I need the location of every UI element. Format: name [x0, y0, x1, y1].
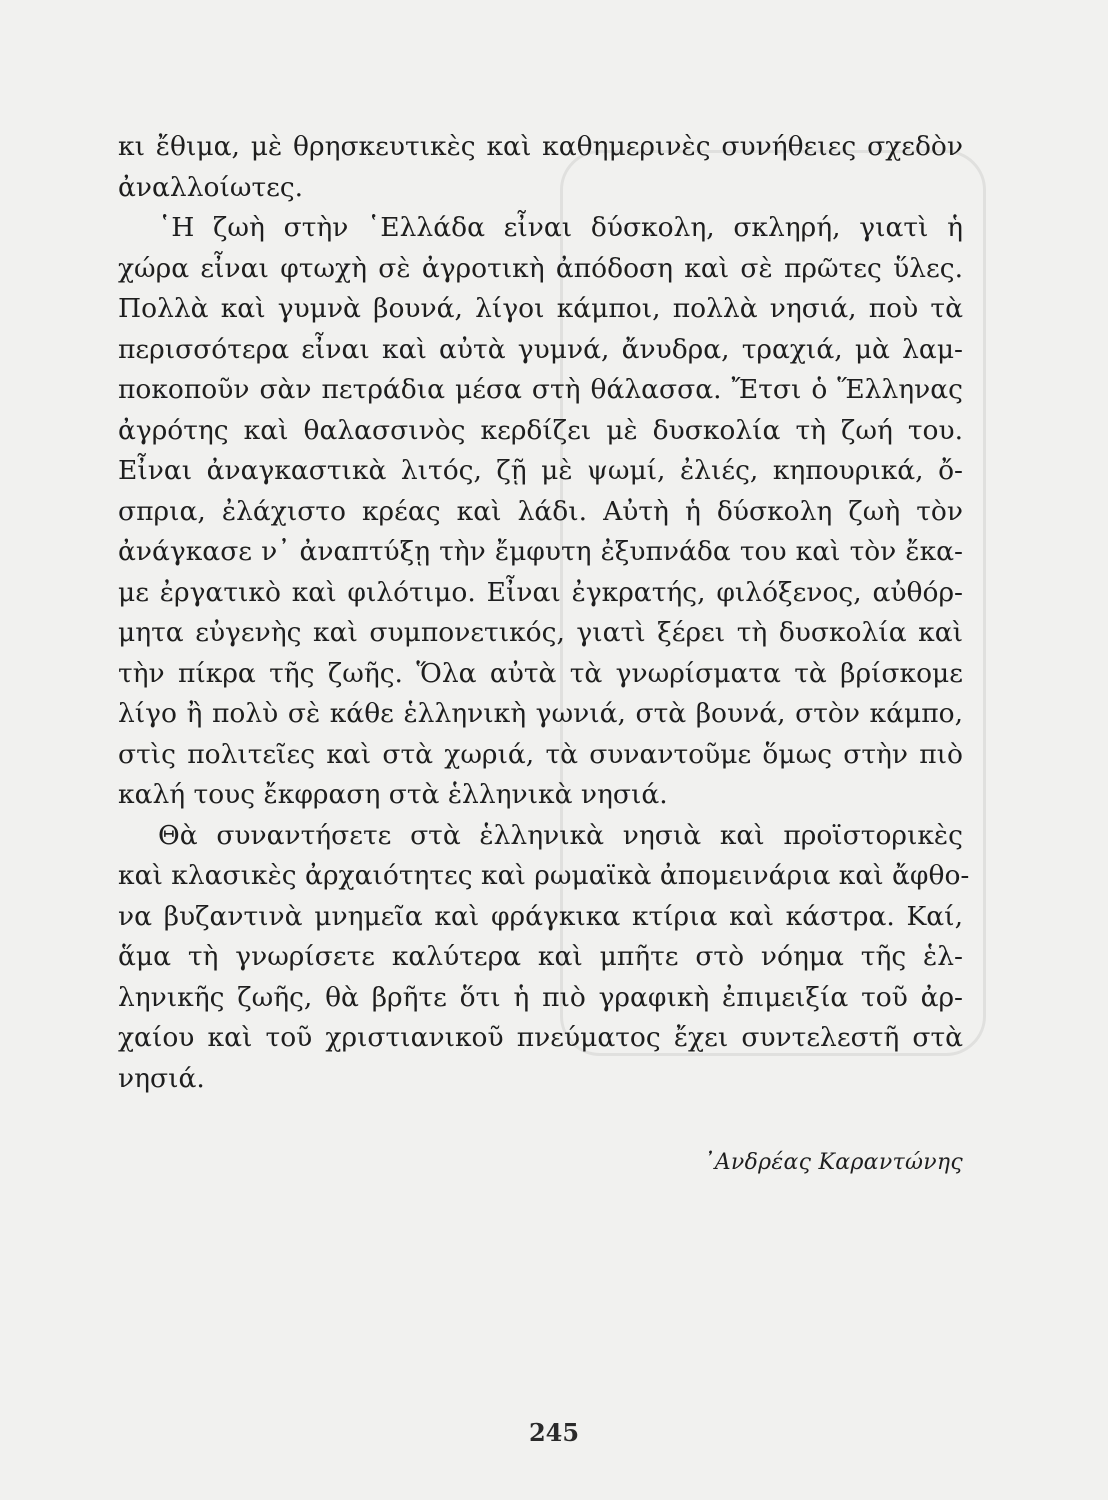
text-line: χαίου καὶ τοῦ χριστιανικοῦ πνεύματος ἔχει συντελεστῆ στὰ — [118, 1022, 963, 1053]
text-line: ληνικῆς ζωῆς, θὰ βρῆτε ὅτι ἡ πιὸ γραφικὴ ἐπιμειξία τοῦ ἀρ- — [118, 981, 963, 1013]
text-line: Πολλὰ καὶ γυμνὰ βουνά, λίγοι κάμποι, πολλὰ νησιά, ποὺ τὰ — [118, 293, 963, 324]
text-line: περισσότερα εἶναι καὶ αὐτὰ γυμνά, ἄνυδρα, τραχιά, μὰ λαμ- — [118, 333, 963, 365]
page-number: 245 — [528, 1418, 580, 1447]
text-line: κι ἔθιμα, μὲ θρησκευτικὲς καὶ καθημερινὲς συνήθειες σχεδὸν — [118, 131, 963, 162]
text-line: ἀνάγκασε ν᾿ ἀναπτύξῃ τὴν ἔμφυτη ἐξυπνάδα του καὶ τὸν ἔκα- — [118, 536, 963, 567]
text-line: μητα εὐγενὴς καὶ συμπονετικός, γιατὶ ξέρει τὴ δυσκολία καὶ — [118, 617, 963, 648]
text-line: χώρα εἶναι φτωχὴ σὲ ἀγροτικὴ ἀπόδοση καὶ σὲ πρῶτες ὕλες. — [118, 252, 963, 284]
text-line: στὶς πολιτεῖες καὶ στὰ χωριά, τὰ συναντοῦμε ὅμως στὴν πιὸ — [118, 738, 963, 770]
text-line: ποκοποῦν σὰν πετράδια μέσα στὴ θάλασσα. Ἔτσι ὁ Ἕλληνας — [118, 374, 963, 405]
text-line: καλή τους ἔκφραση στὰ ἑλληνικὰ νησιά. — [118, 779, 668, 810]
text-line: λίγο ἢ πολὺ σὲ κάθε ἑλληνικὴ γωνιά, στὰ βουνά, στὸν κάμπο, — [118, 698, 963, 729]
text-line: ἀναλλοίωτες. — [118, 171, 304, 203]
text-line: τὴν πίκρα τῆς ζωῆς. Ὅλα αὐτὰ τὰ γνωρίσματα τὰ βρίσκομε — [118, 657, 963, 689]
text-line: με ἐργατικὸ καὶ φιλότιμο. Εἶναι ἐγκρατής, φιλόξενος, αὐθόρ- — [118, 576, 963, 608]
text-line: ῾Η ζωὴ στὴν ῾Ελλάδα εἶναι δύσκολη, σκληρή, γιατὶ ἡ — [158, 212, 963, 243]
text-line: σπρια, ἐλάχιστο κρέας καὶ λάδι. Αὐτὴ ἡ δύσκολη ζωὴ τὸν — [118, 495, 963, 527]
text-line: καὶ κλασικὲς ἀρχαιότητες καὶ ρωμαϊκὰ ἀπομεινάρια καὶ ἄφθο- — [118, 860, 970, 891]
text-line: νησιά. — [118, 1062, 205, 1094]
text-line: Εἶναι ἀναγκαστικὰ λιτός, ζῇ μὲ ψωμί, ἐλιές, κηπουρικά, ὄ- — [118, 455, 963, 486]
author-signature: ᾿Ανδρέας Καραντώνης — [703, 1150, 963, 1175]
body-text — [118, 127, 970, 1099]
text-line: ἀγρότης καὶ θαλασσινὸς κερδίζει μὲ δυσκολία τὴ ζωή του. — [118, 414, 963, 446]
text-line: να βυζαντινὰ μνημεῖα καὶ φράγκικα κτίρια καὶ κάστρα. Καί, — [118, 900, 963, 932]
text-line: Θὰ συναντήσετε στὰ ἑλληνικὰ νησιὰ καὶ προϊστορικὲς — [158, 819, 963, 851]
text-line: ἅμα τὴ γνωρίσετε καλύτερα καὶ μπῆτε στὸ νόημα τῆς ἑλ- — [118, 941, 963, 972]
